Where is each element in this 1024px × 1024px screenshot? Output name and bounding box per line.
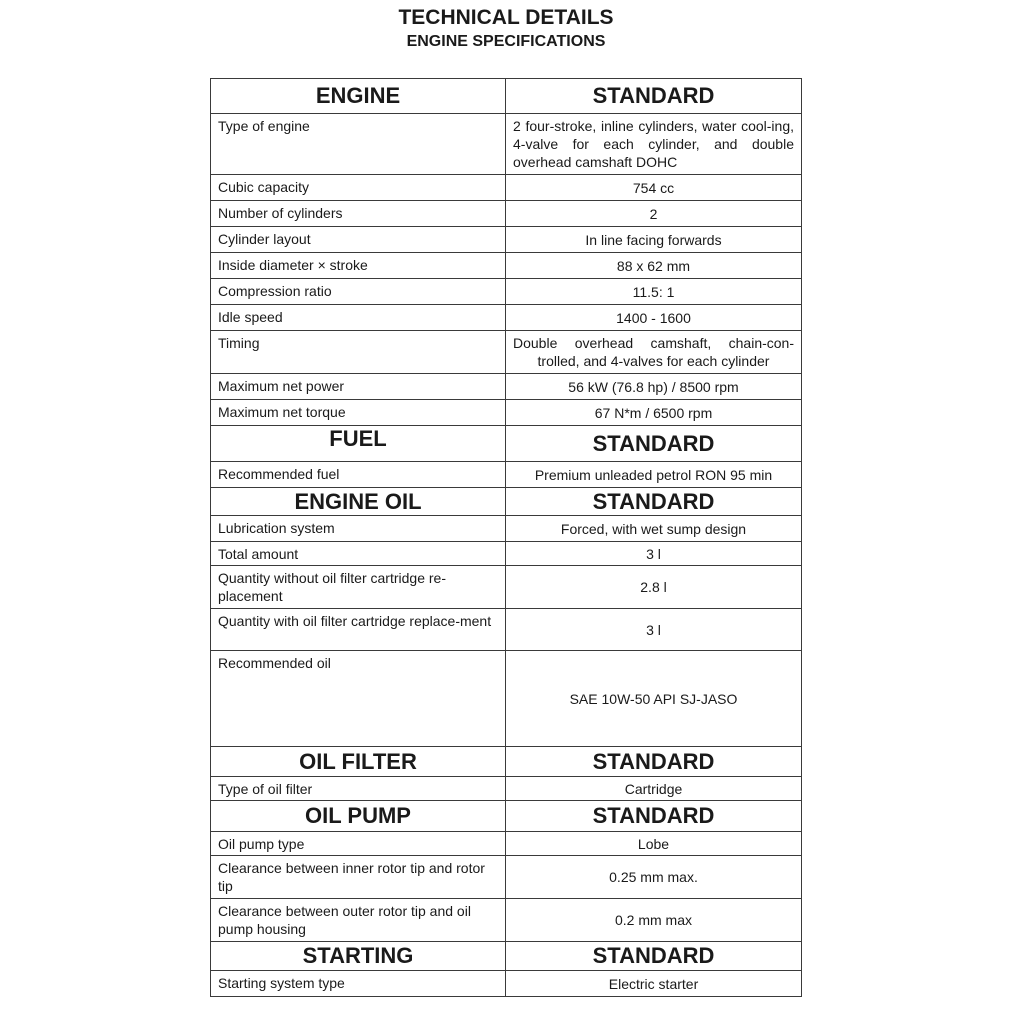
table-row bbox=[211, 400, 802, 426]
table-row bbox=[211, 114, 802, 175]
section-heading: OIL FILTER bbox=[211, 747, 506, 777]
section-column-heading: STANDARD bbox=[506, 747, 802, 777]
table-row bbox=[211, 777, 802, 801]
spec-value: 11.5: 1 bbox=[506, 279, 802, 305]
table-row bbox=[211, 899, 802, 942]
spec-label: Cylinder layout bbox=[211, 227, 506, 253]
spec-label: Number of cylinders bbox=[211, 201, 506, 227]
spec-value: 3 l bbox=[506, 609, 802, 651]
spec-value: 56 kW (76.8 hp) / 8500 rpm bbox=[506, 374, 802, 400]
spec-label: Total amount bbox=[211, 542, 506, 566]
section-header-fuel bbox=[211, 426, 802, 462]
section-header-engine-oil bbox=[211, 488, 802, 516]
spec-label: Maximum net torque bbox=[211, 400, 506, 426]
spec-value: In line facing forwards bbox=[506, 227, 802, 253]
table-row bbox=[211, 516, 802, 542]
section-header-oil-pump bbox=[211, 801, 802, 832]
section-heading: FUEL bbox=[211, 426, 506, 462]
spec-label: Quantity with oil filter cartridge replace-ment bbox=[211, 609, 506, 651]
spec-label: Recommended fuel bbox=[211, 462, 506, 488]
spec-value: 754 cc bbox=[506, 175, 802, 201]
section-column-heading: STANDARD bbox=[506, 801, 802, 832]
document-subtitle: ENGINE SPECIFICATIONS bbox=[406, 33, 606, 50]
section-column-heading: STANDARD bbox=[506, 426, 802, 462]
section-header-engine bbox=[211, 79, 802, 114]
spec-label: Maximum net power bbox=[211, 374, 506, 400]
section-header-oil-filter bbox=[211, 747, 802, 777]
section-column-heading: STANDARD bbox=[506, 488, 802, 516]
spec-label: Recommended oil bbox=[211, 651, 506, 747]
section-heading: OIL PUMP bbox=[211, 801, 506, 832]
table-row bbox=[211, 279, 802, 305]
spec-value: Lobe bbox=[506, 832, 802, 856]
spec-label: Lubrication system bbox=[211, 516, 506, 542]
spec-label: Idle speed bbox=[211, 305, 506, 331]
spec-value: 67 N*m / 6500 rpm bbox=[506, 400, 802, 426]
section-header-starting bbox=[211, 942, 802, 971]
section-column-heading: STANDARD bbox=[506, 942, 802, 971]
spec-value: 3 l bbox=[506, 542, 802, 566]
spec-value: Electric starter bbox=[506, 971, 802, 997]
table-row bbox=[211, 609, 802, 651]
table-row bbox=[211, 651, 802, 747]
spec-value: Cartridge bbox=[506, 777, 802, 801]
spec-value: 2 four-stroke, inline cylinders, water cool-ing, 4-valve for each cylinder, and double overhead camshaft DOHC bbox=[506, 114, 802, 175]
table-row bbox=[211, 856, 802, 899]
spec-value: 2.8 l bbox=[506, 566, 802, 609]
spec-label: Inside diameter × stroke bbox=[211, 253, 506, 279]
engine-spec-table bbox=[210, 78, 802, 997]
spec-value: 0.25 mm max. bbox=[506, 856, 802, 899]
spec-label: Quantity without oil filter cartridge re-placement bbox=[211, 566, 506, 609]
table-row bbox=[211, 227, 802, 253]
spec-label: Cubic capacity bbox=[211, 175, 506, 201]
table-row bbox=[211, 305, 802, 331]
table-row bbox=[211, 331, 802, 374]
spec-value: 1400 - 1600 bbox=[506, 305, 802, 331]
spec-label: Compression ratio bbox=[211, 279, 506, 305]
spec-label: Timing bbox=[211, 331, 506, 374]
table-row bbox=[211, 832, 802, 856]
section-heading: ENGINE bbox=[211, 79, 506, 114]
spec-label: Starting system type bbox=[211, 971, 506, 997]
spec-value: 2 bbox=[506, 201, 802, 227]
spec-label: Oil pump type bbox=[211, 832, 506, 856]
table-row bbox=[211, 971, 802, 997]
spec-label: Clearance between outer rotor tip and oil pump housing bbox=[211, 899, 506, 942]
spec-value: Premium unleaded petrol RON 95 min bbox=[506, 462, 802, 488]
table-row bbox=[211, 253, 802, 279]
table-row bbox=[211, 462, 802, 488]
document-title: TECHNICAL DETAILS bbox=[398, 6, 614, 29]
spec-label: Clearance between inner rotor tip and rotor tip bbox=[211, 856, 506, 899]
spec-value: Forced, with wet sump design bbox=[506, 516, 802, 542]
spec-value: SAE 10W-50 API SJ-JASO bbox=[506, 651, 802, 747]
table-row bbox=[211, 542, 802, 566]
table-row bbox=[211, 566, 802, 609]
spec-value: 0.2 mm max bbox=[506, 899, 802, 942]
spec-label: Type of engine bbox=[211, 114, 506, 175]
section-column-heading: STANDARD bbox=[506, 79, 802, 114]
spec-value: Double overhead camshaft, chain-con-trolled, and 4-valves for each cylinder bbox=[506, 331, 802, 374]
section-heading: ENGINE OIL bbox=[211, 488, 506, 516]
section-heading: STARTING bbox=[211, 942, 506, 971]
table-row bbox=[211, 201, 802, 227]
spec-value: 88 x 62 mm bbox=[506, 253, 802, 279]
spec-label: Type of oil filter bbox=[211, 777, 506, 801]
table-row bbox=[211, 175, 802, 201]
table-row bbox=[211, 374, 802, 400]
